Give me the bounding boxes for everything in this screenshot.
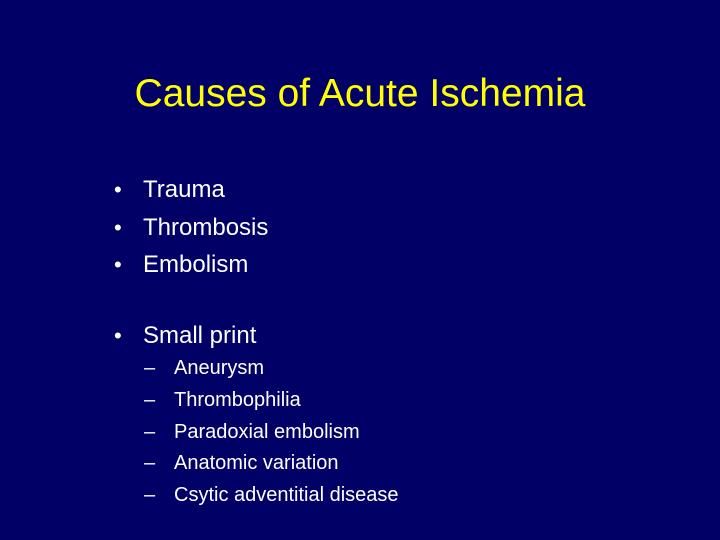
slide-title: Causes of Acute Ischemia [134,72,586,115]
bullet-marker: • [114,177,122,202]
dash-marker: – [144,452,156,475]
sub-bullet-text: Csytic adventitial disease [174,484,399,507]
sub-bullet-item [144,385,399,417]
bullet-item [114,171,268,209]
sub-bullet-item [144,353,399,385]
bullet-marker: • [114,214,122,240]
dash-marker: – [144,388,156,411]
sub-bullet-item [144,480,399,512]
bullet-item [114,246,268,284]
small-print-heading: Small print [143,322,257,349]
sub-bullet-text: Thrombophilia [174,388,301,411]
sub-bullet-text: Aneurysm [174,357,265,379]
sub-bullet-item [144,448,399,480]
bullet-marker: • [114,323,122,348]
bullet-list [114,171,268,284]
small-print-list [114,317,256,355]
bullet-item [114,317,256,355]
bullet-item [114,209,268,247]
sub-bullet-item [144,417,399,449]
dash-marker: – [144,420,156,443]
sub-bullet-text: Anatomic variation [174,452,339,475]
sub-bullet-text: Paradoxial embolism [174,420,360,443]
dash-marker: – [144,484,156,507]
bullet-text: Trauma [143,176,225,203]
sub-bullet-list [144,353,399,512]
dash-marker: – [144,357,156,379]
bullet-marker: • [114,252,122,277]
bullet-text: Embolism [143,251,249,278]
bullet-text: Thrombosis [143,213,269,241]
